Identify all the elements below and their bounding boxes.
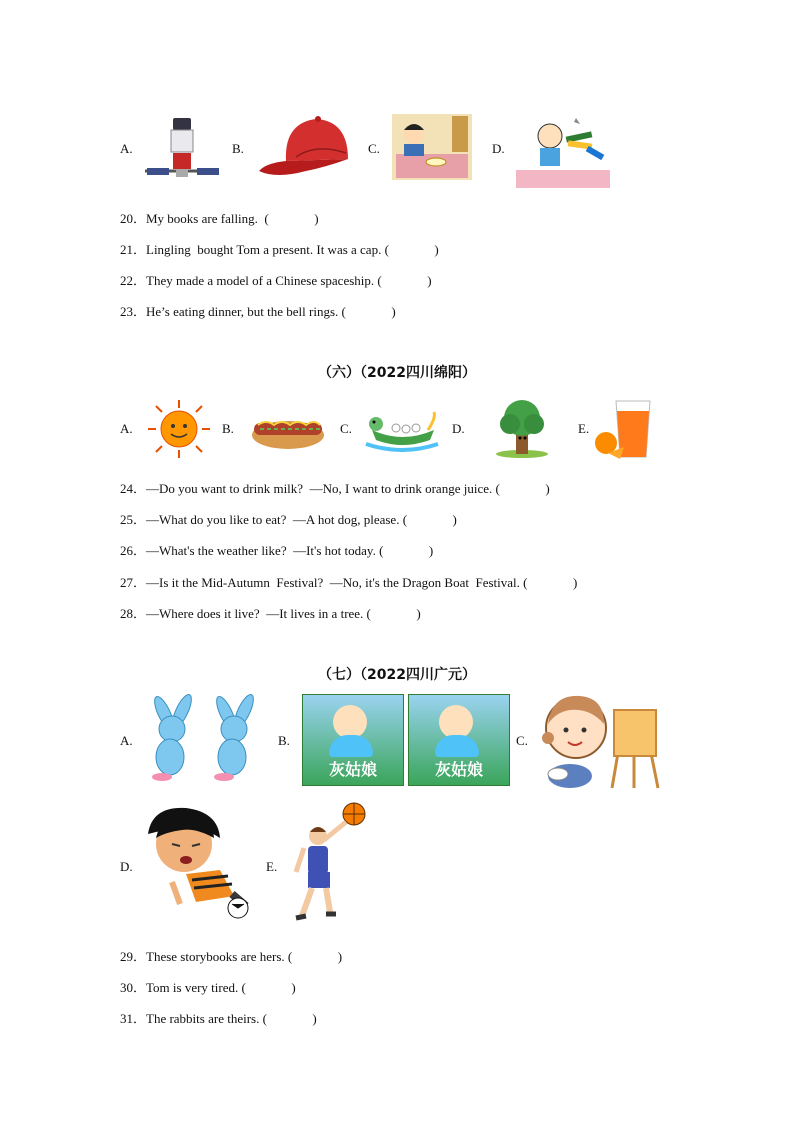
red-cap-icon [256,113,352,183]
spaceship-icon [143,115,221,181]
rabbits-icon [142,693,272,785]
basketball-player-icon [282,800,372,928]
option-b-label: B. [222,421,234,436]
option-c-label: C. [368,141,380,156]
boy-dropping-books-icon [516,108,610,190]
option-c-label: C. [340,421,352,436]
section-title-7: （七）（2022四川广元） [318,667,476,683]
tired-boy-icon [142,804,262,920]
option-b-label: B. [278,733,290,748]
option-d-label: D. [452,421,465,436]
question-22: 22．They made a model of a Chinese spaceship. ( ) [120,273,432,288]
option-d-label: D. [120,859,133,874]
question-27: 27．—Is it the Mid-Autumn Festival? —No, it's the Dragon Boat Festival. ( ) [120,575,578,590]
question-20: 20．My books are falling. ( ) [120,211,319,226]
option-a-label: A. [120,141,133,156]
storybook-title: 灰姑娘 [328,760,377,779]
storybooks-icon [302,694,510,784]
option-e-label: E. [578,421,590,436]
storybook-cover [408,694,510,786]
question-31: 31．The rabbits are theirs. ( ) [120,1011,317,1026]
girl-painting-icon [540,688,664,792]
hot-dog-icon [250,405,326,453]
option-d-label: D. [492,141,505,156]
question-29: 29．These storybooks are hers. ( ) [120,949,343,964]
orange-juice-icon [594,397,656,461]
question-21: 21．Lingling bought Tom a present. It was a cap. ( ) [120,242,439,257]
option-a-label: A. [120,733,133,748]
tree-icon [494,398,550,458]
question-30: 30．Tom is very tired. ( ) [120,980,296,995]
option-a-label: A. [120,421,133,436]
option-e-label: E. [266,859,278,874]
storybook-title: 灰姑娘 [434,760,483,779]
question-24: 24．—Do you want to drink milk? —No, I want to drink orange juice. ( ) [120,481,550,496]
boy-eating-icon [392,114,472,180]
question-28: 28．—Where does it live? —It lives in a tree. ( ) [120,606,421,621]
dragon-boat-icon [364,408,440,452]
option-b-label: B. [232,141,244,156]
sun-icon [144,398,214,460]
question-23: 23．He’s eating dinner, but the bell rings. ( ) [120,304,396,319]
question-26: 26．—What's the weather like? —It's hot today. ( ) [120,543,434,558]
option-c-label: C. [516,733,528,748]
storybook-cover [302,694,404,786]
section-title-6: （六）（2022四川绵阳） [318,365,476,381]
question-25: 25．—What do you like to eat? —A hot dog, please. ( ) [120,512,457,527]
